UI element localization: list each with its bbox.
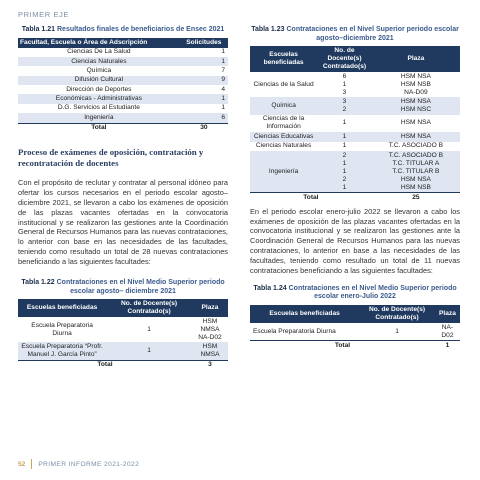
table-cell: NA-D02 [441,323,454,339]
t124-body [250,323,460,351]
table-1-21 [18,38,228,133]
table-cell: 1 [342,142,347,150]
table-cell: 1 [317,132,372,141]
table-row [18,85,228,94]
right-column [250,26,460,351]
table-row [18,317,228,342]
table-cell: Escuela Preparatoria Diurna [253,327,336,335]
table-1-23-caption-text: Contrataciones en el Nivel Superior periodo escolar agosto–diciembre 2021 [286,26,459,42]
table-row [18,94,228,103]
table-cell: HSM NSA [372,132,460,141]
table-row [250,72,460,97]
table-row [18,48,228,57]
table-1-22-caption-text: Contrataciones en el Nivel Medio Superior periodo escolar agosto– diciembre 2021 [56,279,225,295]
table-1-21-caption [18,26,228,35]
table-1-24-caption [250,285,460,302]
table-row [250,115,460,132]
total-value: 1 [435,341,460,351]
table-row [18,113,228,123]
table-1-24-number: Tabla 1.24 [253,284,287,292]
table-cell: HSM NMSA [192,342,228,360]
table-row [250,151,460,193]
table-row [250,132,460,141]
t123-body [250,72,460,203]
table-cell: Ciencias de la Salud [253,80,314,88]
table-cell: 3 2 [317,97,372,114]
table-cell: Escuela Preparatoria Diurna [31,321,93,337]
total-label: Total [250,193,372,203]
page-footer [18,458,139,470]
table-row [18,57,228,66]
table-row [18,342,228,360]
table-cell: HSM NMSA NA-D02 [198,317,222,341]
table-cell: 2 1 1 2 1 [317,151,372,193]
table-row [18,66,228,75]
total-row [250,341,460,351]
t122-header-plaza: Plaza [192,299,228,317]
table-1-21-caption-text: Resultados finales de beneficiarios de Ensec 2021 [57,26,225,33]
section-title: Proceso de exámenes de oposición, contratación y recontratación de docentes [18,146,204,168]
t124-header-escuelas: Escuelas beneficiadas [250,305,359,323]
t123-header-escuelas: Escuelas beneficiadas [250,46,317,72]
t124-header-docentes: No. de Docente(s) Contratado(s) [359,305,435,323]
table-cell: Difusión Cultural [18,76,180,85]
table-cell: 1 [147,325,151,333]
table-cell: Ciencias Naturales [18,57,180,66]
total-row [18,123,228,133]
table-cell: 1 [221,104,225,112]
t124-header-plaza: Plaza [435,305,460,323]
t121-body [18,48,228,133]
table-cell: 1 [342,119,347,127]
table-cell: HSM NSA HSM NSB NA-D09 [400,72,431,96]
table-cell: 1 [221,48,225,56]
paragraph-1: Con el propósito de reclutar y contratar al personal idóneo para ofertar los cursos necesarios en el periodo escolar agosto–diciembre 2021, se llevaron a cabo los exámenes de oposición de las plazas vacantes ofertadas en la convocatoria institucional y se realizaron las gestiones ante la Coordinación General de Recursos Humanos para las nuevas contrataciones, lo anterior con base en las necesidades de las facultades, teniendo como resultado un total de 28 nuevas contrataciones beneficiando a las siguientes facultades: [18,177,228,267]
t122-header-escuelas: Escuelas beneficiadas [18,299,106,317]
table-cell: Ciencias de la Información [262,115,305,131]
t122-body [18,317,228,370]
total-value: 30 [180,123,228,133]
table-cell: 1 [395,327,399,335]
t123-header-plaza: Plaza [372,46,460,72]
table-cell: HSM NSA HSM NSC [372,97,460,114]
table-row [250,142,460,151]
table-cell: 1 [180,94,228,103]
table-1-21-number: Tabla 1.21 [21,26,56,33]
table-cell: T.C. ASOCIADO B [388,142,443,150]
footer-text: PRIMER INFORME 2021-2022 [38,460,140,468]
table-cell: Ciencias De La Salud [67,48,131,56]
table-1-22-caption [18,279,228,296]
table-1-23-number: Tabla 1.23 [251,26,285,33]
total-row [250,193,460,203]
total-label: Total [250,341,435,351]
total-row [18,360,228,370]
t121-header-solicitudes: Solicitudes [180,38,228,48]
total-label: Total [18,123,180,133]
table-cell: Ciencias Naturales [255,142,312,150]
table-cell: HSM NSA [400,119,431,127]
t122-header-docentes: No. de Docente(s) Contratado(s) [106,299,192,317]
total-value: 25 [372,193,460,203]
left-column [18,26,228,370]
table-cell: Química [250,97,317,114]
table-cell: 6 [180,113,228,123]
table-row [250,97,460,114]
table-1-22 [18,299,228,370]
table-cell: D.G. Servicios al Estudiante [57,104,140,112]
table-cell: Económicas - Administrativas [18,94,180,103]
page-number: 52 [18,460,26,468]
table-cell: 4 [221,85,225,93]
table-1-24-caption-text: Contrataciones en el Nivel Medio Superior periodo escolar enero-Julio 2022 [288,284,457,301]
table-1-24 [250,305,460,351]
table-row [18,104,228,113]
footer-divider [31,459,32,469]
table-cell: Escuela Preparatoria “Profr. Manuel J. García Pinto” [18,342,106,360]
table-1-22-number: Tabla 1.22 [21,279,55,287]
table-cell: Dirección de Deportes [66,85,132,93]
table-cell: 1 [106,342,192,360]
table-1-23 [250,46,460,203]
table-row [18,76,228,85]
table-cell: T.C. ASOCIADO B T.C. TITULAR A T.C. TITULAR B HSM NSA HSM NSB [372,151,460,193]
total-value: 3 [192,360,228,370]
table-cell: 1 [180,57,228,66]
table-row [250,323,460,341]
paragraph-2: En el periodo escolar enero-julio 2022 se llevaron a cabo los exámenes de oposición de las plazas vacantes ofertadas en la convocatoria institucional y se realizaron las gestiones ante la Coordinación General de Recursos Humanos para las nuevas contrataciones, lo anterior en base a las necesidades de las facultades, teniendo como resultado un total de 11 nuevas contrataciones beneficiando a las siguientes facultades: [250,206,460,276]
t123-header-docentes: No. de Docente(s) Contratado(s) [317,46,372,72]
running-header: PRIMER EJE [18,10,70,19]
table-cell: 9 [180,76,228,85]
table-cell: Ingeniería [250,151,317,193]
table-cell: Química [86,66,112,74]
table-cell: Ingeniería [18,113,180,123]
total-label: Total [18,360,192,370]
t121-header-facultad: Facultad, Escuela o Área de Adscripción [18,38,180,48]
table-cell: Ciencias Educativas [250,132,317,141]
table-cell: 7 [221,66,225,74]
table-cell: 6 1 3 [342,72,347,96]
table-1-23-caption [250,26,460,43]
